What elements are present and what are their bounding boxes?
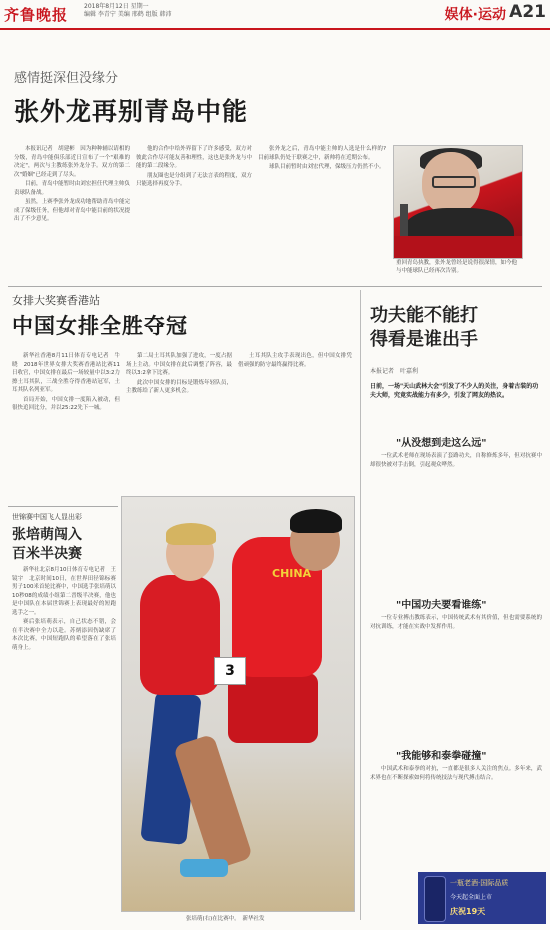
top-story-title: 张外龙再别青岛中能 (14, 97, 249, 126)
runner-right-bib: 3 (214, 657, 246, 685)
kungfu-subhead-1 (396, 434, 486, 449)
top-story-paragraph: 他的合作中给外界留下了许多感受，双方对彼此合作尽可能友善和理性，这也是张外龙与中能的第二段缘分。 (136, 146, 252, 169)
header-meta (84, 3, 172, 19)
volleyball-paragraph: 土耳其队主攻手表现出色，但中国女排凭借顽强的防守最终赢得比赛。 (238, 353, 352, 368)
volleyball-paragraph: 首局开始，中国女排一度陷入被动，但很快追回比分，并以25:22先下一城。 (12, 396, 120, 411)
page-number: A21 (509, 2, 546, 22)
kungfu-subhead-3 (396, 747, 486, 762)
page-header (0, 0, 550, 30)
sprint-paragraph: 新华社北京8月10日体育专电记者 王镜宇 北京时间10日，在世界田径锦标赛男子100米首轮比赛中，中国选手张培萌以10秒08的成绩小组第二晋级半决赛，他也是中国队在本届世锦赛上表现最好的短跑选手之一。 (12, 567, 116, 616)
volleyball-paragraph: 第二局土耳其队加强了进攻，一度占据场上主动。中国女排在此后调整了阵容，最终以3:2拿下比赛。 (126, 353, 232, 376)
ad-line3: 庆祝19天 (450, 907, 486, 916)
kungfu-section3-text (370, 765, 542, 865)
volleyball-col3 (238, 352, 352, 492)
sprint-body (12, 566, 116, 916)
top-story-paragraph: 球队目前暂时由刘宏代理，保级压力仍然不小。 (269, 164, 385, 170)
ad-line1: 一瓶老酒·国际品质 (450, 879, 509, 887)
ad-line2: 今天起全面上市 (450, 894, 493, 901)
sprint-paragraph: 赛后张培萌表示，自己状态不错，会在半决赛中全力以赴。苏炳添因伤缺席了本次比赛，中国短跑队的希望落在了张培萌身上。 (12, 619, 116, 651)
kungfu-subhead-text: "从没想到走这么远" (396, 438, 487, 449)
kungfu-section1-text (370, 452, 542, 582)
sprint-photo-caption: 张培萌(右)在比赛中。 新华社发 (186, 916, 265, 922)
kungfu-byline: 本报记者 叶嘉利 (370, 368, 419, 375)
sprint-photo (121, 496, 355, 912)
kungfu-subhead-text: "中国功夫要看谁练" (396, 600, 487, 611)
coach-photo (393, 145, 523, 259)
photo-figure-glasses (432, 176, 476, 188)
volleyball-paragraph: 新华社香港8月11日体育专电记者 牛晓 2018年世界女排大奖赛香港站比赛11日收官，中国女排在最后一场较量中以3:2力擦土耳其队，三战全胜夺得香港站冠军，土耳其队名列亚军。 (12, 353, 120, 393)
top-story-paragraph: 张外龙之后，青岛中能主帅的人选是什么样的?目前球队仍处于联赛之中，新帅将在近期公布。 (258, 146, 386, 161)
volleyball-paragraph: 此次中国女排的目标是锻炼年轻队员，主教练给了新人更多机会。 (126, 379, 232, 394)
top-story-paragraph: 目前，青岛中能暂时由刘宏担任代理主帅负责球队备战。 (14, 181, 130, 196)
runner-right-shoe (180, 859, 228, 877)
kungfu-subhead-text: "我能够和泰拳碰撞" (396, 751, 487, 762)
kungfu-lead: 日前，一场"天山武林大会"引发了不少人的关注，身着古装的功夫大师，究竟实战能力有多少，引发了网友的热议。 (370, 383, 539, 399)
section-tag: 娱体·运动 (444, 7, 506, 23)
runner-left-hair (166, 523, 216, 545)
kungfu-title-line1: 功夫能不能打 (370, 305, 478, 326)
volleyball-title: 中国女排全胜夺冠 (12, 314, 188, 338)
section-divider (8, 286, 542, 287)
runner-right-hair (290, 509, 342, 533)
top-story-paragraph: 本报讯记者 胡建彬 因为种种辅以请相的分级，青岛中能俱乐部近日宣布了一个"艰难的决定"，两次与主教练张外龙分手。双方的第二次"婚姻"已经走到了尽头。 (14, 146, 130, 178)
liquor-bottle-icon (424, 876, 446, 922)
top-story-paragraph: 朋友圈也是分组到了无法言表的程度，双方只能选择再度分手。 (136, 172, 252, 187)
advertisement[interactable] (418, 872, 546, 924)
header-date: 2018年8月12日 星期一 (84, 3, 149, 10)
top-story-paragraph: 虽然，上赛季张外龙成功地帮助青岛中能完成了保级任务，但他却对青岛中能目前的状况提出了不少意见。 (14, 199, 130, 222)
top-story-col2 (136, 145, 252, 279)
top-story-col1 (14, 145, 130, 279)
top-story-col3 (258, 145, 386, 279)
kungfu-subhead-2 (396, 596, 486, 611)
sprint-kicker: 世锦赛中国飞人显出彩 (12, 513, 82, 521)
kungfu-paragraph: 中国武术和泰拳的对抗，一直都是很多人关注的焦点。多年来，武术界也在不断探索如何将传统技法与现代搏击结合。 (370, 766, 542, 781)
volleyball-subtitle: 女排大奖赛香港站 (12, 294, 100, 307)
volleyball-col1 (12, 352, 120, 500)
coach-photo-caption: 重回青岛执教，张外龙曾经是说得很深情，如今他与中能球队已经再次告别。 (396, 260, 518, 274)
kungfu-title-line2: 得看是谁出手 (370, 329, 478, 350)
column-divider (360, 290, 361, 920)
sprint-divider (8, 506, 118, 507)
sprint-title-line1: 张培萌闯入 (12, 527, 82, 543)
header-editors: 编辑 李青宁 美编 邢鹤 组版 韩沛 (84, 11, 172, 18)
kungfu-paragraph: 一位专业搏击教练表示，中国传统武术有其价值，但也需要系统的对抗训练，才能在实战中发挥作用。 (370, 615, 542, 630)
newspaper-logo: 齐鲁晚报 (4, 6, 69, 24)
volleyball-col2 (126, 352, 232, 500)
kungfu-paragraph: 一位武术老师在现场表演了套路功夫，自称修炼多年，但对抗赛中却很快被对手击倒，引起观众哗然。 (370, 453, 542, 468)
runner-right-jersey-text: CHINA (272, 567, 312, 580)
sprint-title-line2: 百米半决赛 (12, 546, 82, 562)
runner-left-body (140, 575, 220, 695)
photo-backdrop-banner (394, 236, 522, 258)
kungfu-section2-text (370, 614, 542, 724)
top-story-subtitle: 感情挺深但没缘分 (14, 71, 119, 86)
